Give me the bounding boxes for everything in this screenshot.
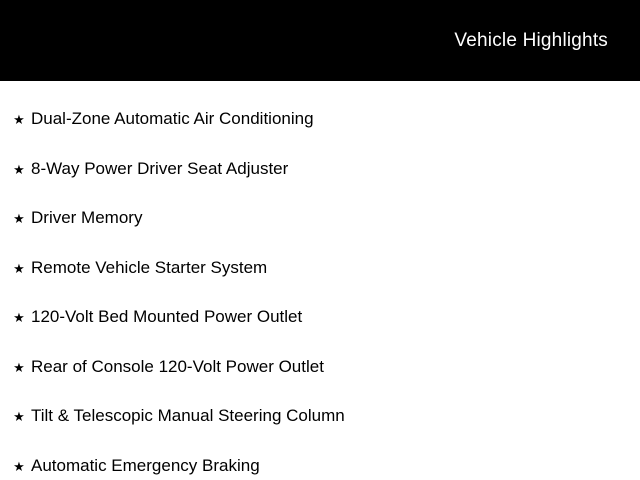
feature-label: Tilt & Telescopic Manual Steering Column xyxy=(31,406,345,426)
star-bullet-icon: ★ xyxy=(13,260,25,276)
feature-list xyxy=(0,95,640,480)
list-item xyxy=(0,392,640,442)
feature-label: Remote Vehicle Starter System xyxy=(31,257,268,277)
star-bullet-icon: ★ xyxy=(13,458,25,474)
star-bullet-icon: ★ xyxy=(13,211,25,227)
star-bullet-icon: ★ xyxy=(13,409,25,425)
list-item xyxy=(0,343,640,393)
list-item xyxy=(0,442,640,480)
star-bullet-icon: ★ xyxy=(13,112,25,128)
feature-label: Automatic Emergency Braking xyxy=(31,455,260,475)
list-item xyxy=(0,95,640,145)
page-title: Vehicle Highlights xyxy=(454,30,608,51)
feature-label: Rear of Console 120-Volt Power Outlet xyxy=(31,356,324,376)
list-item xyxy=(0,194,640,244)
header-bar xyxy=(0,0,640,81)
highlights-content xyxy=(0,81,640,480)
list-item xyxy=(0,244,640,294)
star-bullet-icon: ★ xyxy=(13,161,25,177)
feature-label: 120-Volt Bed Mounted Power Outlet xyxy=(31,307,303,327)
star-bullet-icon: ★ xyxy=(13,359,25,375)
feature-label: Dual-Zone Automatic Air Conditioning xyxy=(31,109,314,129)
feature-label: 8-Way Power Driver Seat Adjuster xyxy=(31,158,289,178)
list-item xyxy=(0,145,640,195)
feature-label: Driver Memory xyxy=(31,208,143,228)
star-bullet-icon: ★ xyxy=(13,310,25,326)
list-item xyxy=(0,293,640,343)
